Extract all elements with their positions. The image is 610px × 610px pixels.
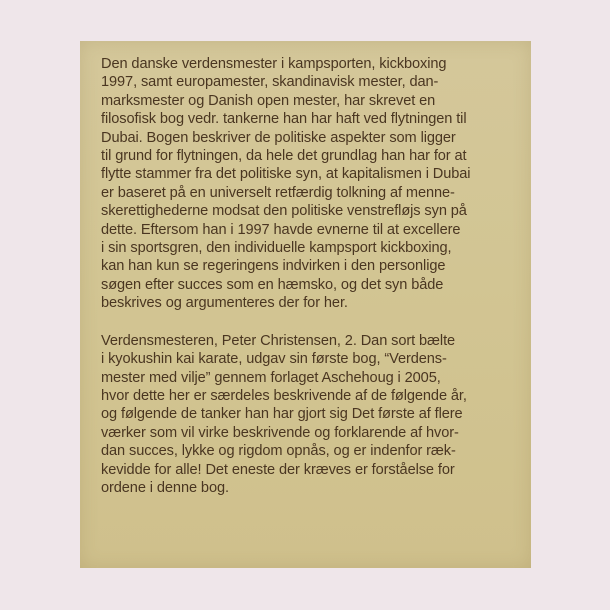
paragraph-2 bbox=[101, 332, 521, 498]
text-line: Verdensmesteren, Peter Christensen, 2. Dan sort bælte bbox=[101, 332, 456, 349]
text-line: søgen efter succes som en hæmsko, og det syn både bbox=[101, 276, 444, 293]
text-line: ordene i denne bog. bbox=[101, 479, 229, 496]
text-line: værker som vil virke beskrivende og forklarende af hvor- bbox=[101, 424, 459, 441]
book-back-cover-panel bbox=[80, 41, 531, 568]
text-line: beskrives og argumenteres der for her. bbox=[101, 295, 348, 312]
text-line: skerettighederne modsat den politiske venstrefløjs syn på bbox=[101, 203, 467, 220]
text-line: dette. Eftersom han i 1997 havde evnerne til at excellere bbox=[101, 221, 461, 238]
text-line: mester med vilje” gennem forlaget Aschehoug i 2005, bbox=[101, 369, 441, 386]
text-line: kan han kun se regeringens indvirken i den personlige bbox=[101, 258, 446, 275]
text-line: og følgende de tanker han har gjort sig Det første af flere bbox=[101, 406, 463, 423]
text-line: i sin sportsgren, den individuelle kampsport kickboxing, bbox=[101, 240, 452, 257]
text-line: til grund for flytningen, da hele det grundlag han har for at bbox=[101, 148, 467, 165]
paragraph-spacer bbox=[101, 313, 521, 332]
text-line: 1997, samt europamester, skandinavisk mester, dan- bbox=[101, 74, 439, 91]
text-line: hvor dette her er særdeles beskrivende af de følgende år, bbox=[101, 387, 467, 404]
text-line: marksmester og Danish open mester, har skrevet en bbox=[101, 92, 436, 109]
text-line: kevidde for alle! Det eneste der kræves er forståelse for bbox=[101, 461, 455, 478]
text-line: dan succes, lykke og rigdom opnås, og er indenfor ræk- bbox=[101, 443, 456, 460]
text-line: Dubai. Bogen beskriver de politiske aspekter som ligger bbox=[101, 129, 456, 146]
paragraph-1 bbox=[101, 55, 521, 313]
text-line: flytte stammer fra det politiske syn, at kapitalismen i Dubai bbox=[101, 166, 471, 183]
text-line: i kyokushin kai karate, udgav sin første bog, “Verdens- bbox=[101, 351, 447, 368]
text-line: Den danske verdensmester i kampsporten, kickboxing bbox=[101, 56, 447, 72]
text-line: filosofisk bog vedr. tankerne han har haft ved flytningen til bbox=[101, 111, 467, 128]
text-line: er baseret på en universelt retfærdig tolkning af menne- bbox=[101, 184, 455, 201]
